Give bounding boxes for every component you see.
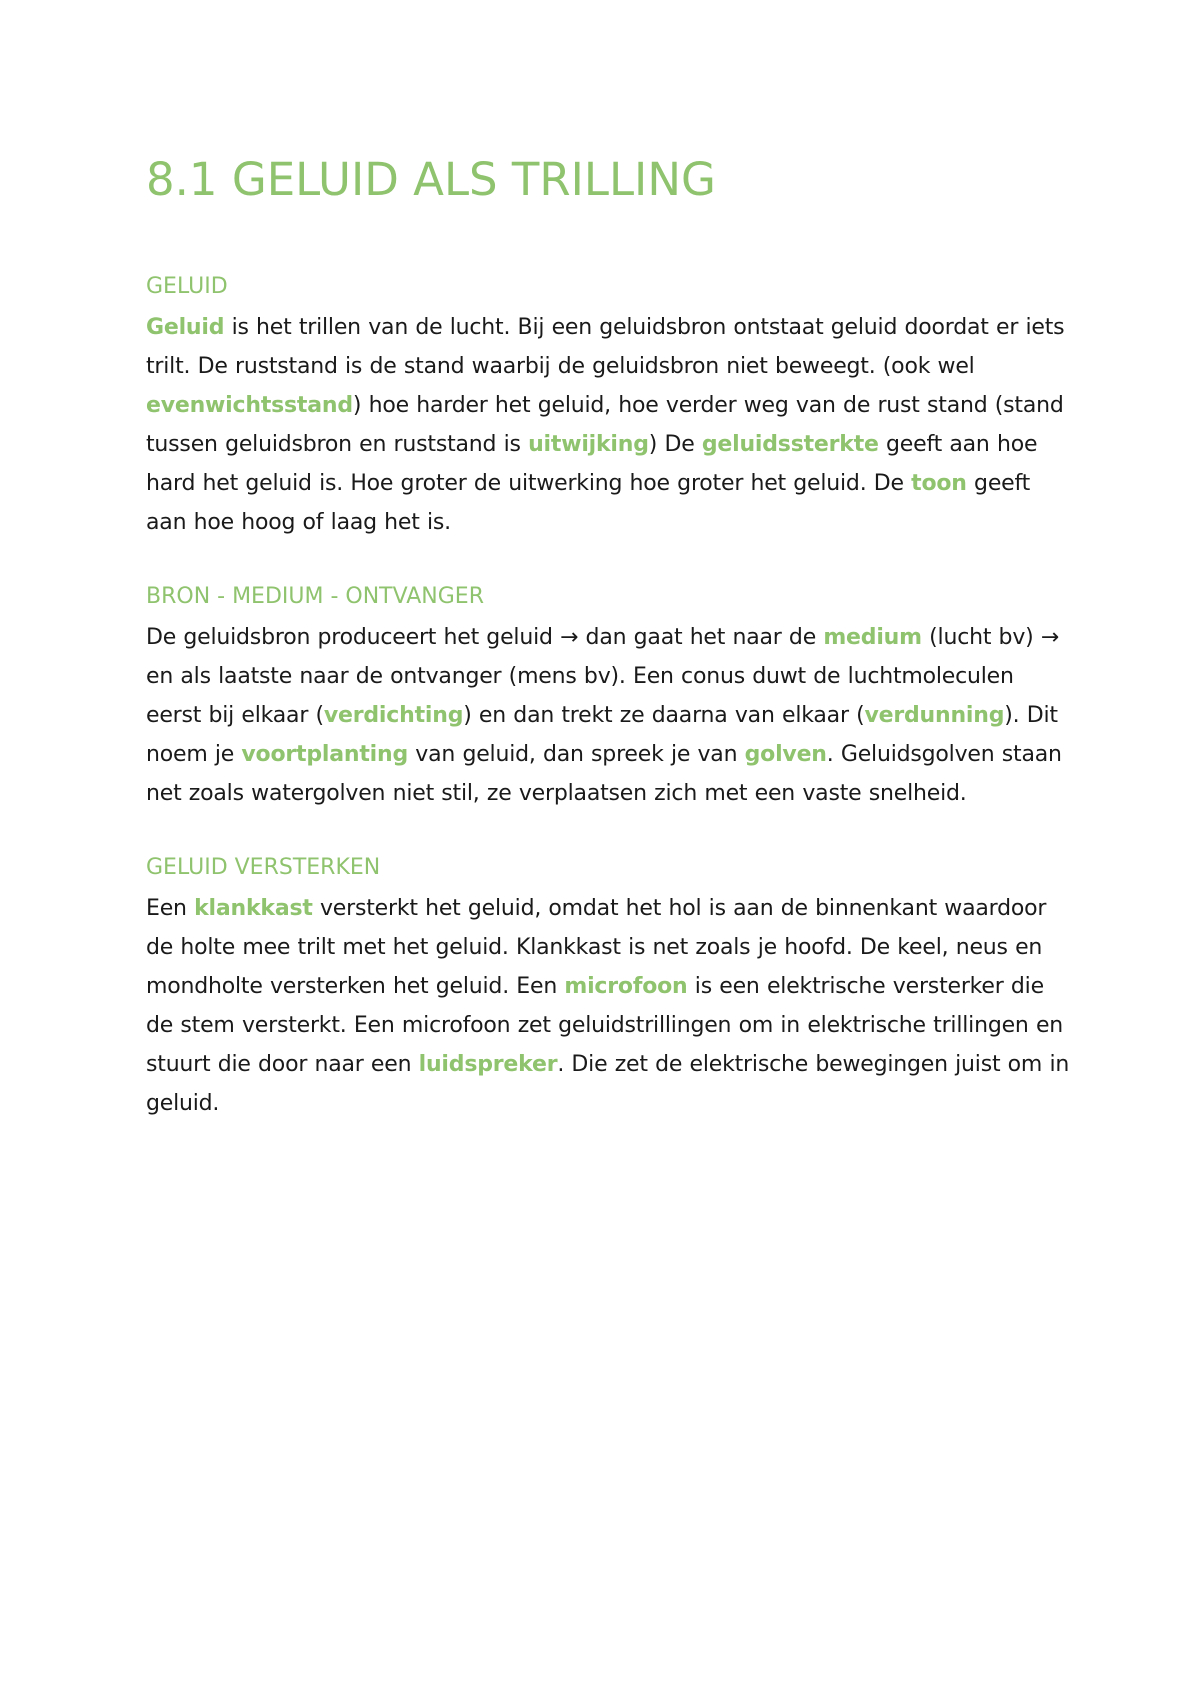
text-segment: geeft aan hoe hoog of laag het is.: [146, 471, 1031, 535]
text-segment: Een: [146, 896, 195, 921]
section: [146, 272, 1076, 542]
section-heading: GELUID: [146, 274, 228, 299]
key-term: voortplanting: [241, 742, 409, 767]
text-segment: ) De: [648, 432, 702, 457]
section: [146, 853, 1076, 1123]
key-term: luidspreker: [418, 1052, 558, 1077]
section: [146, 582, 1076, 813]
key-term: Geluid: [146, 315, 225, 340]
key-term: microfoon: [564, 974, 688, 999]
text-segment: . Die zet de elektrische bewegingen juist om in geluid.: [146, 1052, 1070, 1116]
text-segment: is het trillen van de lucht. Bij een geluidsbron ontstaat geluid doordat er iets trilt. De ruststand is de stand waarbij de geluidsbron niet beweegt. (ook wel: [146, 315, 1065, 379]
text-segment: (lucht bv) → en als laatste naar de ontvanger (mens bv). Een conus duwt de luchtmoleculen eerst bij elkaar (: [146, 625, 1060, 728]
text-segment: ) hoe harder het geluid, hoe verder weg van de rust stand (stand tussen geluidsbron en ruststand is: [146, 393, 1064, 457]
text-segment: is een elektrische versterker die de stem versterkt. Een microfoon zet geluidstrillingen om in elektrische trillingen en stuurt die door naar een: [146, 974, 1064, 1077]
key-term: verdichting: [323, 703, 464, 728]
text-segment: De geluidsbron produceert het geluid → dan gaat het naar de: [146, 625, 824, 650]
text-segment: geeft aan hoe hard het geluid is. Hoe groter de uitwerking hoe groter het geluid. De: [146, 432, 1038, 496]
section-paragraph: [146, 618, 1076, 813]
text-segment: . Geluidsgolven staan net zoals watergolven niet stil, ze verplaatsen zich met een vaste snelheid.: [146, 742, 1062, 806]
document-content: [146, 150, 1076, 1163]
page-title: 8.1 GELUID ALS TRILLING: [146, 153, 716, 206]
sections-container: [146, 272, 1076, 1123]
section-heading: GELUID VERSTERKEN: [146, 855, 381, 880]
key-term: geluidssterkte: [701, 432, 879, 457]
key-term: toon: [911, 471, 967, 496]
key-term: medium: [823, 625, 922, 650]
key-term: uitwijking: [528, 432, 649, 457]
key-term: klankkast: [194, 896, 313, 921]
key-term: golven: [744, 742, 827, 767]
section-paragraph: [146, 889, 1076, 1123]
key-term: verdunning: [864, 703, 1005, 728]
key-term: evenwichtsstand: [146, 393, 353, 418]
text-segment: van geluid, dan spreek je van: [408, 742, 745, 767]
text-segment: ). Dit noem je: [146, 703, 1058, 767]
section-heading: BRON - MEDIUM - ONTVANGER: [146, 584, 484, 609]
section-paragraph: [146, 308, 1076, 542]
text-segment: versterkt het geluid, omdat het hol is aan de binnenkant waardoor de holte mee trilt met het geluid. Klankkast is net zoals je hoofd. De keel, neus en mondholte versterken het geluid. Een: [146, 896, 1047, 999]
text-segment: ) en dan trekt ze daarna van elkaar (: [463, 703, 865, 728]
